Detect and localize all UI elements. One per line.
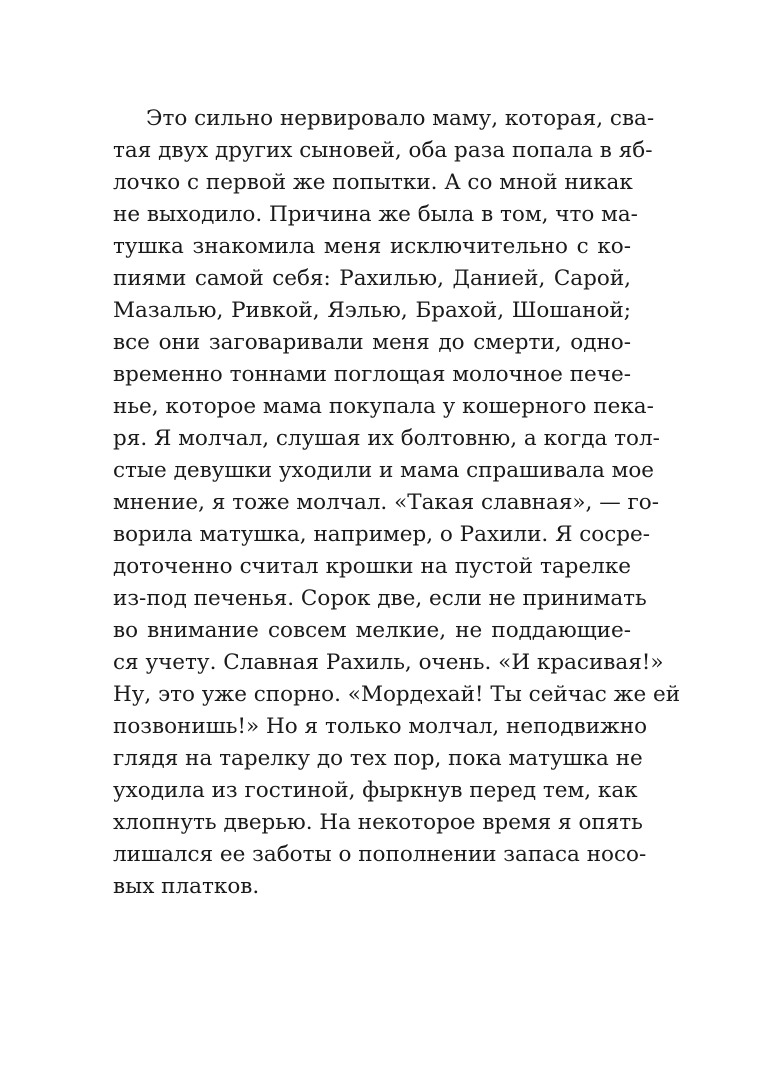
text-line: из-под печенья. Сорок две, если не принимать bbox=[113, 586, 647, 611]
text-line: мнение, я тоже молчал. «Такая славная», — го- bbox=[113, 490, 660, 515]
text-line: глядя на тарелку до тех пор, пока матушка не bbox=[113, 746, 643, 771]
text-line: позвонишь!» Но я только молчал, неподвижно bbox=[113, 714, 648, 739]
text-line: уходила из гостиной, фыркнув перед тем, как bbox=[113, 778, 638, 803]
text-line: все они заговаривали меня до смерти, одно- bbox=[113, 330, 631, 355]
text-line: ся учету. Славная Рахиль, очень. «И красивая!» bbox=[113, 650, 664, 675]
text-line: Мазалью, Ривкой, Яэлью, Брахой, Шошаной; bbox=[113, 298, 631, 323]
text-line: тая двух других сыновей, оба раза попала в яб- bbox=[113, 138, 653, 163]
text-line: хлопнуть дверью. На некоторое время я опять bbox=[113, 810, 643, 835]
text-line: ря. Я молчал, слушая их болтовню, а когда тол- bbox=[113, 426, 660, 451]
text-line: стые девушки уходили и мама спрашивала мое bbox=[113, 458, 654, 483]
text-line: лишался ее заботы о пополнении запаса носо- bbox=[113, 842, 647, 867]
text-line: вых платков. bbox=[113, 874, 260, 899]
text-line: Ну, это уже спорно. «Мордехай! Ты сейчас же ей bbox=[113, 682, 681, 707]
text-line: не выходило. Причина же была в том, что ма- bbox=[113, 202, 638, 227]
text-line: пиями самой себя: Рахилью, Данией, Сарой, bbox=[113, 266, 631, 291]
text-line: нье, которое мама покупала у кошерного пека- bbox=[113, 394, 654, 419]
text-line: тушка знакомила меня исключительно с ко- bbox=[113, 234, 631, 259]
text-line: временно тоннами поглощая молочное пече- bbox=[113, 362, 631, 387]
text-line: ворила матушка, например, о Рахили. Я сосре- bbox=[113, 522, 651, 547]
text-line: лочко с первой же попытки. А со мной никак bbox=[113, 170, 633, 195]
text-line: доточенно считал крошки на пустой тарелке bbox=[113, 554, 631, 579]
text-line: Это сильно нервировало маму, которая, сва- bbox=[146, 106, 655, 131]
text-line: во внимание совсем мелкие, не поддающие- bbox=[113, 618, 631, 643]
